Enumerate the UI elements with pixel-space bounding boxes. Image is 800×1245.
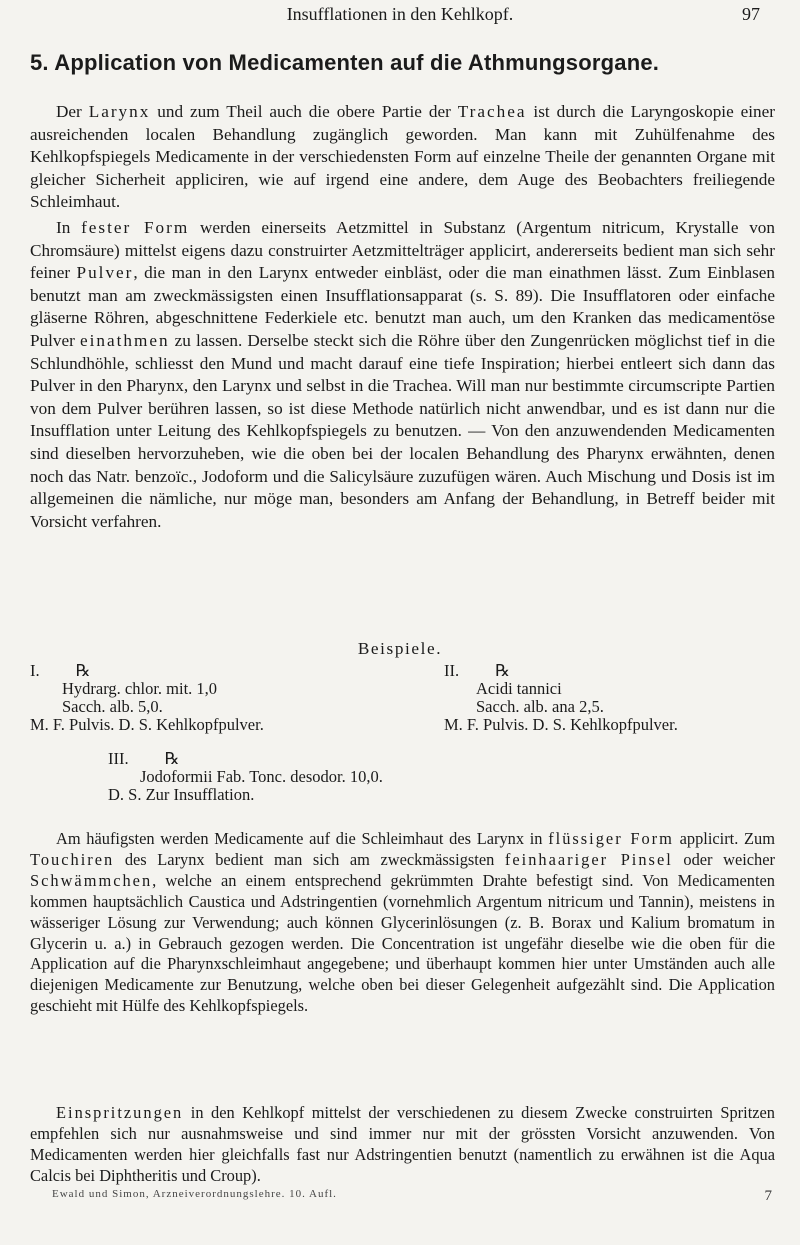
signature-mark: 7 xyxy=(764,1188,772,1204)
prescription-numeral: III. xyxy=(108,749,129,768)
prescription-line: Acidi tannici xyxy=(476,679,562,698)
emphasis-schwaemmchen: Schwämmchen xyxy=(30,870,153,890)
emphasis-fluessiger-form: flüssiger Form xyxy=(548,829,674,848)
prescription-line: Jodoformii Fab. Tonc. desodor. 10,0. xyxy=(140,767,383,786)
prescription-3 xyxy=(108,750,383,804)
paragraph-1: Der Larynx und zum Theil auch die obere Partie der Trachea ist durch die Laryngoskopie einer ausreichenden localen Behandlung zugänglich geworden. Man kann mit Zuhülfenahme des Kehlkopfspiegels Medicamente in der verschiedensten Form auf einzelne Theile der genannten Organe mit gleicher Sicherheit appliciren, wie auf irgend eine andere, dem Auge des Beobachters freiliegende Schleimhaut. xyxy=(30,102,776,212)
prescription-line: Sacch. alb. ana 2,5. xyxy=(476,697,604,716)
footer-text: Ewald und Simon, Arzneiverordnungslehre. 10. Aufl. xyxy=(52,1188,337,1200)
prescription-line: D. S. Zur Insufflation. xyxy=(108,785,255,804)
emphasis-fester-form: fester Form xyxy=(81,218,190,237)
emphasis-touchiren: Touchiren xyxy=(30,849,115,869)
prescription-numeral: II. xyxy=(444,661,460,680)
emphasis-pinsel: feinhaariger Pinsel xyxy=(504,849,673,869)
emphasis-larynx: Larynx xyxy=(88,102,151,121)
paragraph-2: In fester Form werden einerseits Aetzmittel in Substanz (Argentum nitricum, Krystalle von Chromsäure) mittelst eigens dazu construirter Aetzmittelträger applicirt, andererseits bedient man sich sehr feiner Pulver, die man in den Larynx entweder einbläst, oder die man einathmen lässt. Zum Einblasen benutzt man am zweckmässigsten einen Insufflationsapparat (s. S. 89). Die Insufflatoren oder einfache gläserne Röhren, abgeschnittene Federkiele etc. benutzt man auch, um den Kranken das medicamentöse Pulver einathmen zu lassen. Derselbe steckt sich die Röhre über den Zungenrücken möglichst tief in die Schlundhöhle, schliesst den Mund und macht darauf eine tiefe Inspiration; hierbei entleert sich dann das Pulver in den Pharynx, den Larynx und selbst in die Trachea. Will man nur bestimmte circumscripte Partien von dem Pulver berühren lassen, so ist diese Methode natürlich nicht anwendbar, und es ist dann nur die Insufflation unter Leitung des Kehlkopfspiegels zu benutzen. — Von den anzuwendenden Medicamenten sind dieselben hervorzuheben, wie die oben bei der localen Behandlung des Pharynx erwähnten, denen noch das Natr. benzoïc., Jodoform und die Salicylsäure zuzufügen wären. Auch Mischung und Dosis ist im allgemeinen die nämliche, nur möge man, besonders am Anfang der Behandlung, in Betreff beider mit Vorsicht verfahren. xyxy=(30,218,775,531)
recipe-symbol-icon: ℞ xyxy=(495,661,510,680)
emphasis-pulver: Pulver xyxy=(76,263,134,283)
page-footer xyxy=(52,1188,792,1204)
paragraph-4: Einspritzungen in den Kehlkopf mittelst der verschiedenen zu diesem Zwecke construirten Spritzen empfehlen sich nur ausnahmsweise und sind immer nur mit der grössten Vorsicht anzuwenden. Von Medicamenten werden hier gleichfalls fast nur Adstringentien benutzt (namentlich zu erwähnen ist die Aqua Calcis bei Diphtheritis und Croup). xyxy=(30,1103,775,1185)
running-head xyxy=(0,4,800,28)
recipe-symbol-icon: ℞ xyxy=(75,661,91,680)
prescription-line: M. F. Pulvis. D. S. Kehlkopfpulver. xyxy=(30,715,264,734)
paragraph-3: Am häufigsten werden Medicamente auf die Schleimhaut des Larynx in flüssiger Form applicirt. Zum Touchiren des Larynx bedient man sich am zweckmässigsten feinhaariger Pinsel oder weicher Schwämmchen, welche an einem entsprechend gekrümmten Drahte befestigt sind. Von Medicamenten kommen hauptsächlich Caustica und Adstringentien (vornehmlich Argentum nitricum und Tannin), meistens in wässeriger Lösung zur Verwendung; auch können Glycerinlösungen (z. B. Borax und Kalium bromatum in Glycerin u. a.) in Gebrauch gezogen werden. Die Concentration ist ungefähr dieselbe wie die oben für die Application auf die Pharynxschleimhaut angegebene; und überhaupt kommen hier unter Umständen auch alle diejenigen Medicamente zur Benutzung, welche oben bei dieser Gelegenheit aufgezählt sind. Die Application geschieht mit Hülfe des Kehlkopfspiegels. xyxy=(30,829,775,1016)
prescription-line: M. F. Pulvis. D. S. Kehlkopfpulver. xyxy=(444,715,678,734)
prescription-2 xyxy=(444,662,678,734)
prescription-line: Sacch. alb. 5,0. xyxy=(62,697,163,716)
examples-heading: Beispiele. xyxy=(357,639,443,658)
recipe-symbol-icon: ℞ xyxy=(164,749,180,768)
prescription-numeral: I. xyxy=(30,661,40,680)
emphasis-einspritzungen: Einspritzungen xyxy=(56,1103,184,1122)
emphasis-einathmen: einathmen xyxy=(79,330,170,350)
emphasis-trachea: Trachea xyxy=(457,102,527,121)
page-number: 97 xyxy=(742,4,760,24)
section-heading: 5. Application von Medicamenten auf die Athmungsorgane. xyxy=(30,50,660,75)
running-head-title: Insufflationen in den Kehlkopf. xyxy=(286,4,514,24)
prescription-1 xyxy=(30,662,264,734)
prescription-line: Hydrarg. chlor. mit. 1,0 xyxy=(62,679,218,698)
